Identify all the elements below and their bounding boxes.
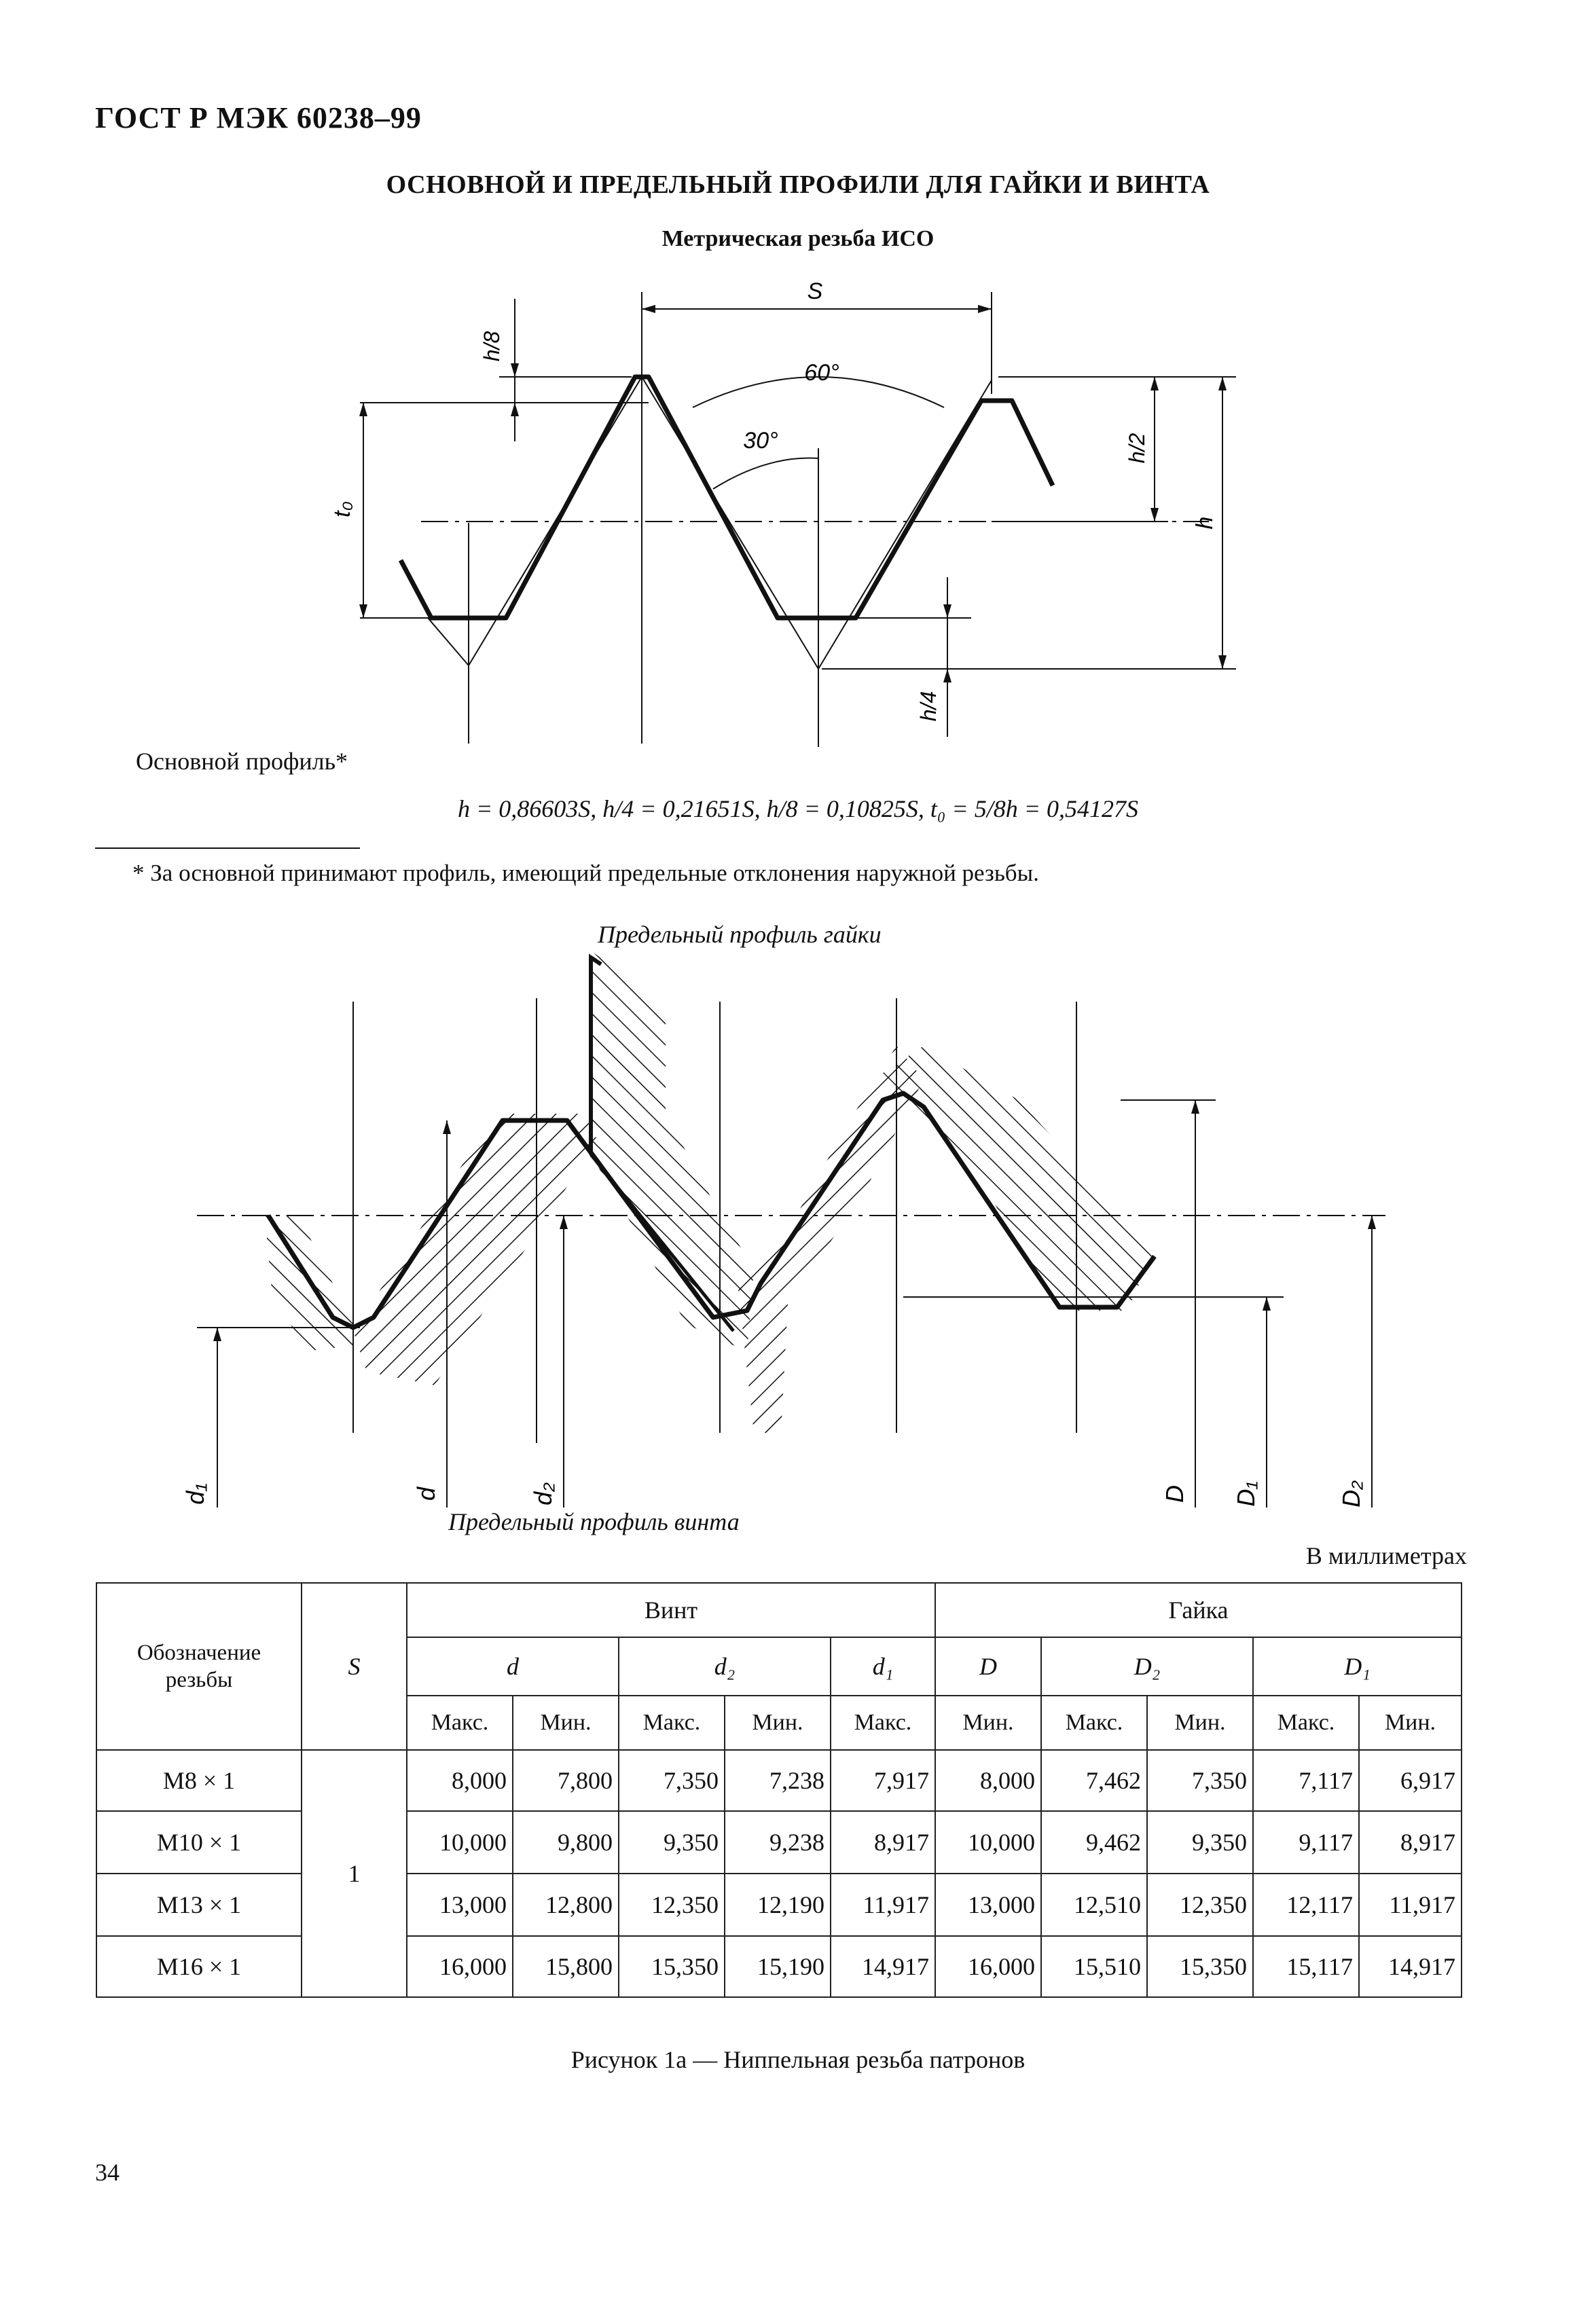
table-row: [96, 1874, 1462, 1936]
label-h8: h/8: [479, 331, 504, 362]
arrow: [359, 604, 367, 618]
fundamental-line: [428, 618, 469, 665]
header-s: S: [302, 1583, 407, 1750]
label-D2: D₂: [1337, 1480, 1365, 1508]
document-header: ГОСТ Р МЭК 60238–99: [95, 101, 422, 134]
table-cell: 15,800: [513, 1936, 619, 1997]
table-cell: 8,917: [1359, 1811, 1462, 1874]
arrow: [1150, 377, 1159, 390]
table-cell: 9,350: [1147, 1811, 1253, 1874]
header-D1: D₁: [1253, 1637, 1462, 1696]
header-D: D: [935, 1637, 1041, 1696]
table-row: [96, 1811, 1462, 1874]
table-cell: 13,000: [407, 1874, 513, 1936]
table-cell: 8,000: [407, 1750, 513, 1811]
header-max: Макс.: [619, 1696, 725, 1750]
arrow: [359, 403, 367, 416]
units-note: В миллиметрах: [1305, 1542, 1467, 1569]
header-max: Макс.: [831, 1696, 935, 1750]
arrow: [1150, 508, 1159, 522]
label-t0: t₀: [329, 501, 355, 517]
table-cell: 15,190: [725, 1936, 831, 1997]
label-h4: h/4: [916, 691, 941, 722]
label-D1: D₁: [1232, 1481, 1260, 1507]
table-cell: 7,917: [831, 1750, 935, 1811]
arrow: [1218, 655, 1227, 669]
basic-profile-label: Основной профиль*: [136, 748, 348, 775]
arrow: [943, 604, 951, 618]
arrow: [978, 305, 992, 313]
footnote: * За основной принимают профиль, имеющий предельные отклонения наружной резьбы.: [132, 860, 1039, 886]
label-h: h: [1192, 516, 1218, 530]
table-cell: 8,917: [831, 1811, 935, 1874]
table-cell: 16,000: [935, 1936, 1041, 1997]
table-cell: 9,800: [513, 1811, 619, 1874]
header-min: Мин.: [1359, 1696, 1462, 1750]
table-row: [96, 1750, 1462, 1811]
arrow: [560, 1216, 568, 1229]
table-cell: 12,800: [513, 1874, 619, 1936]
header-max: Макс.: [1253, 1696, 1359, 1750]
thread-designation: M10 × 1: [96, 1811, 302, 1874]
table-cell: 15,510: [1041, 1936, 1147, 1997]
header-min: Мин.: [1147, 1696, 1253, 1750]
table-cell: 14,917: [1359, 1936, 1462, 1997]
table-cell: 15,350: [1147, 1936, 1253, 1997]
header-D2: D₂: [1041, 1637, 1253, 1696]
table-cell: 10,000: [407, 1811, 513, 1874]
table-row: [96, 1936, 1462, 1997]
figure-caption: Рисунок 1а — Ниппельная резьба патронов: [570, 2046, 1026, 2073]
arrow: [213, 1328, 221, 1341]
label-30-degrees: 30°: [743, 428, 778, 454]
nut-limit-profile-label: Предельный профиль гайки: [598, 921, 882, 948]
header-max: Макс.: [1041, 1696, 1147, 1750]
thread-designation: M13 × 1: [96, 1874, 302, 1936]
table-cell: 7,117: [1253, 1750, 1359, 1811]
arrow: [642, 305, 655, 313]
arrow: [1368, 1216, 1376, 1229]
table-cell: 9,117: [1253, 1811, 1359, 1874]
arrow: [1263, 1297, 1271, 1311]
screw-limit-profile-label: Предельный профиль винта: [448, 1508, 740, 1535]
header-screw: Винт: [407, 1583, 935, 1637]
table-cell: 7,238: [725, 1750, 831, 1811]
label-h2: h/2: [1125, 433, 1149, 464]
header-designation: Обозначение резьбы: [96, 1583, 302, 1750]
table-cell: 16,000: [407, 1936, 513, 1997]
label-s: S: [807, 278, 823, 304]
table-cell: 7,350: [1147, 1750, 1253, 1811]
table-cell: 7,800: [513, 1750, 619, 1811]
limit-profile-diagram: [0, 951, 1596, 1521]
table-cell: 7,462: [1041, 1750, 1147, 1811]
angle-arc-30: [713, 458, 818, 489]
header-d: d: [407, 1637, 619, 1696]
table-cell: 12,190: [725, 1874, 831, 1936]
arrow: [511, 403, 519, 416]
thread-designation: M16 × 1: [96, 1936, 302, 1997]
header-max: Макс.: [407, 1696, 513, 1750]
fundamental-line: [642, 377, 818, 669]
table-cell: 15,117: [1253, 1936, 1359, 1997]
header-min: Мин.: [513, 1696, 619, 1750]
label-d: d: [412, 1486, 440, 1501]
table-cell: 8,000: [935, 1750, 1041, 1811]
table-cell: 12,350: [619, 1874, 725, 1936]
arrow: [1191, 1100, 1199, 1114]
label-60-degrees: 60°: [804, 360, 839, 386]
header-nut: Гайка: [935, 1583, 1462, 1637]
table-cell: 12,117: [1253, 1874, 1359, 1936]
table-cell: 6,917: [1359, 1750, 1462, 1811]
hatched-zone: [737, 1046, 924, 1433]
basic-thread-profile: [401, 377, 1053, 618]
page-number: 34: [95, 2159, 120, 2186]
table-cell: 9,462: [1041, 1811, 1147, 1874]
arrow: [1218, 377, 1227, 390]
hatched-zone: [591, 951, 754, 1351]
s-value: 1: [302, 1750, 407, 1997]
thread-designation: M8 × 1: [96, 1750, 302, 1811]
basic-profile-formula: h = 0,86603S, h/4 = 0,21651S, h/8 = 0,10825S, t₀ = 5/8h = 0,54127S: [458, 795, 1138, 822]
header-d1: d₁: [831, 1637, 935, 1696]
arrow: [511, 363, 519, 377]
basic-profile-diagram: [0, 258, 1596, 747]
table-cell: 9,238: [725, 1811, 831, 1874]
section-title: ОСНОВНОЙ И ПРЕДЕЛЬНЫЙ ПРОФИЛИ ДЛЯ ГАЙКИ И ВИНТА: [386, 170, 1210, 199]
thread-dimensions-table: [96, 1582, 1462, 1998]
label-d2: d₂: [529, 1482, 557, 1505]
hatched-zone: [353, 1114, 598, 1385]
header-d2: d₂: [619, 1637, 831, 1696]
table-cell: 10,000: [935, 1811, 1041, 1874]
table-cell: 12,510: [1041, 1874, 1147, 1936]
table-cell: 7,350: [619, 1750, 725, 1811]
hatched-zone: [883, 1046, 1155, 1311]
header-min: Мин.: [725, 1696, 831, 1750]
table-cell: 11,917: [1359, 1874, 1462, 1936]
table-cell: 11,917: [831, 1874, 935, 1936]
header-min: Мин.: [935, 1696, 1041, 1750]
arrow: [943, 669, 951, 682]
section-subtitle: Метрическая резьба ИСО: [661, 226, 935, 251]
footnote-rule: [95, 847, 360, 849]
table-cell: 13,000: [935, 1874, 1041, 1936]
label-d1: d₁: [181, 1483, 209, 1505]
table-cell: 15,350: [619, 1936, 725, 1997]
table-cell: 9,350: [619, 1811, 725, 1874]
arrow: [443, 1120, 451, 1134]
label-D: D: [1161, 1485, 1189, 1503]
table-cell: 12,350: [1147, 1874, 1253, 1936]
table-cell: 14,917: [831, 1936, 935, 1997]
